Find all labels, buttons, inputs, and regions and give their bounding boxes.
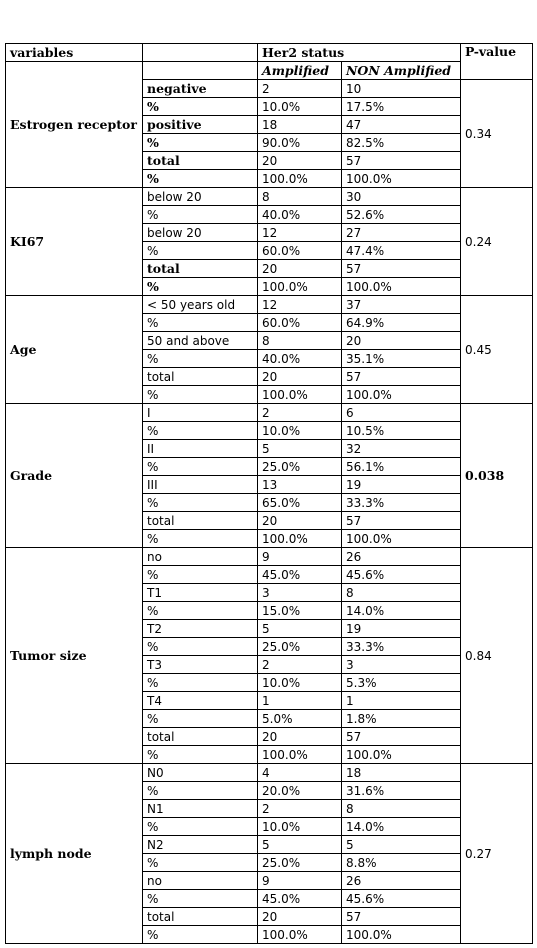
row-label: N2 — [143, 836, 258, 854]
amplified-value: 20 — [258, 728, 342, 746]
non-amplified-value: 57 — [342, 368, 461, 386]
table-row — [6, 296, 533, 314]
p-value: 0.27 — [461, 764, 533, 944]
amplified-value: 10.0% — [258, 674, 342, 692]
row-label: no — [143, 872, 258, 890]
amplified-value: 20 — [258, 152, 342, 170]
amplified-value: 65.0% — [258, 494, 342, 512]
non-amplified-value: 35.1% — [342, 350, 461, 368]
table-row — [6, 548, 533, 566]
amplified-value: 15.0% — [258, 602, 342, 620]
amplified-value: 100.0% — [258, 926, 342, 944]
non-amplified-value: 47 — [342, 116, 461, 134]
non-amplified-value: 33.3% — [342, 638, 461, 656]
amplified-value: 10.0% — [258, 98, 342, 116]
amplified-value: 100.0% — [258, 530, 342, 548]
amplified-value: 5 — [258, 620, 342, 638]
row-label: total — [143, 728, 258, 746]
row-label: positive — [143, 116, 258, 134]
row-label: T4 — [143, 692, 258, 710]
row-label: T3 — [143, 656, 258, 674]
non-amplified-value: 32 — [342, 440, 461, 458]
row-label: % — [143, 134, 258, 152]
row-label: % — [143, 890, 258, 908]
non-amplified-value: 26 — [342, 548, 461, 566]
header-row — [6, 44, 533, 62]
non-amplified-value: 82.5% — [342, 134, 461, 152]
amplified-value: 90.0% — [258, 134, 342, 152]
row-label: % — [143, 494, 258, 512]
non-amplified-value: 100.0% — [342, 170, 461, 188]
non-amplified-value: 57 — [342, 260, 461, 278]
non-amplified-value: 19 — [342, 476, 461, 494]
non-amplified-value: 10 — [342, 80, 461, 98]
group-name: Estrogen receptor — [6, 62, 143, 188]
group-name: Age — [6, 296, 143, 404]
non-amplified-value: 47.4% — [342, 242, 461, 260]
row-label: % — [143, 278, 258, 296]
non-amplified-value: 57 — [342, 512, 461, 530]
amplified-value: 100.0% — [258, 170, 342, 188]
amplified-value: 20 — [258, 908, 342, 926]
row-label: total — [143, 260, 258, 278]
non-amplified-value: 3 — [342, 656, 461, 674]
row-label: I — [143, 404, 258, 422]
non-amplified-value: 33.3% — [342, 494, 461, 512]
row-label: % — [143, 782, 258, 800]
non-amplified-value: 26 — [342, 872, 461, 890]
table-row — [6, 764, 533, 782]
non-amplified-value: 57 — [342, 908, 461, 926]
amplified-value: 8 — [258, 188, 342, 206]
non-amplified-value: 100.0% — [342, 926, 461, 944]
row-label: % — [143, 458, 258, 476]
non-amplified-value: 5.3% — [342, 674, 461, 692]
row-label: total — [143, 152, 258, 170]
amplified-value: 1 — [258, 692, 342, 710]
row-label: 50 and above — [143, 332, 258, 350]
amplified-value: 100.0% — [258, 746, 342, 764]
non-amplified-value: 100.0% — [342, 278, 461, 296]
non-amplified-value: 8 — [342, 800, 461, 818]
non-amplified-value: 64.9% — [342, 314, 461, 332]
non-amplified-value: 57 — [342, 728, 461, 746]
amplified-value: 20 — [258, 512, 342, 530]
group-name: Grade — [6, 404, 143, 548]
amplified-value: 100.0% — [258, 278, 342, 296]
non-amplified-value: 100.0% — [342, 386, 461, 404]
amplified-value: 40.0% — [258, 350, 342, 368]
row-label: % — [143, 170, 258, 188]
non-amplified-value: 27 — [342, 224, 461, 242]
non-amplified-value: 31.6% — [342, 782, 461, 800]
amplified-value: 5.0% — [258, 710, 342, 728]
non-amplified-value: 1.8% — [342, 710, 461, 728]
non-amplified-value: 45.6% — [342, 890, 461, 908]
row-label: % — [143, 638, 258, 656]
non-amplified-value: 14.0% — [342, 602, 461, 620]
p-value: 0.038 — [461, 404, 533, 548]
amplified-value: 2 — [258, 800, 342, 818]
header-empty — [143, 44, 258, 62]
amplified-value: 18 — [258, 116, 342, 134]
non-amplified-value: 6 — [342, 404, 461, 422]
amplified-value: 25.0% — [258, 638, 342, 656]
row-label: < 50 years old — [143, 296, 258, 314]
row-label: % — [143, 818, 258, 836]
row-label: total — [143, 908, 258, 926]
non-amplified-value: 19 — [342, 620, 461, 638]
non-amplified-value: 56.1% — [342, 458, 461, 476]
amplified-value: 60.0% — [258, 314, 342, 332]
row-label: below 20 — [143, 188, 258, 206]
amplified-value: 60.0% — [258, 242, 342, 260]
amplified-value: 13 — [258, 476, 342, 494]
amplified-value: 20.0% — [258, 782, 342, 800]
amplified-value: 25.0% — [258, 854, 342, 872]
p-value: 0.84 — [461, 548, 533, 764]
row-label: below 20 — [143, 224, 258, 242]
amplified-value: 5 — [258, 836, 342, 854]
row-label: % — [143, 854, 258, 872]
amplified-value: 9 — [258, 548, 342, 566]
row-label: N1 — [143, 800, 258, 818]
amplified-value: 2 — [258, 656, 342, 674]
row-label: % — [143, 710, 258, 728]
non-amplified-value: 18 — [342, 764, 461, 782]
row-label: % — [143, 566, 258, 584]
amplified-value: 40.0% — [258, 206, 342, 224]
non-amplified-value: 45.6% — [342, 566, 461, 584]
amplified-value: 25.0% — [258, 458, 342, 476]
group-name: lymph node — [6, 764, 143, 944]
row-label: total — [143, 512, 258, 530]
row-label: % — [143, 422, 258, 440]
group-name: KI67 — [6, 188, 143, 296]
non-amplified-value: 8 — [342, 584, 461, 602]
row-label: % — [143, 926, 258, 944]
row-label: % — [143, 242, 258, 260]
non-amplified-value: 5 — [342, 836, 461, 854]
row-label: total — [143, 368, 258, 386]
her2-statistics-table — [5, 43, 533, 944]
amplified-value: 12 — [258, 296, 342, 314]
p-value: 0.34 — [461, 80, 533, 188]
non-amplified-value: 30 — [342, 188, 461, 206]
row-label: % — [143, 602, 258, 620]
amplified-value: 20 — [258, 368, 342, 386]
non-amplified-value: 100.0% — [342, 530, 461, 548]
row-label: III — [143, 476, 258, 494]
row-label: % — [143, 746, 258, 764]
non-amplified-value: 10.5% — [342, 422, 461, 440]
non-amplified-value: 57 — [342, 152, 461, 170]
table-row — [6, 188, 533, 206]
row-label: % — [143, 314, 258, 332]
row-label: II — [143, 440, 258, 458]
non-amplified-value: 8.8% — [342, 854, 461, 872]
non-amplified-value: 52.6% — [342, 206, 461, 224]
p-value: 0.24 — [461, 188, 533, 296]
amplified-value: 100.0% — [258, 386, 342, 404]
non-amplified-value: 37 — [342, 296, 461, 314]
non-amplified-value: 20 — [342, 332, 461, 350]
row-label: T2 — [143, 620, 258, 638]
non-amplified-value: 1 — [342, 692, 461, 710]
amplified-value: 3 — [258, 584, 342, 602]
amplified-value: 45.0% — [258, 890, 342, 908]
row-label: % — [143, 350, 258, 368]
amplified-value: 4 — [258, 764, 342, 782]
amplified-value: 10.0% — [258, 422, 342, 440]
header-her2-status: Her2 status — [258, 44, 461, 62]
non-amplified-value: 14.0% — [342, 818, 461, 836]
amplified-value: 20 — [258, 260, 342, 278]
amplified-value: 12 — [258, 224, 342, 242]
row-label: % — [143, 98, 258, 116]
row-label: % — [143, 674, 258, 692]
header-pvalue: P-value — [461, 44, 533, 80]
subheader-row — [6, 62, 533, 80]
row-label: no — [143, 548, 258, 566]
p-value: 0.45 — [461, 296, 533, 404]
header-variables: variables — [6, 44, 143, 62]
amplified-value: 8 — [258, 332, 342, 350]
row-label: negative — [143, 80, 258, 98]
row-label: % — [143, 530, 258, 548]
amplified-value: 9 — [258, 872, 342, 890]
row-label: T1 — [143, 584, 258, 602]
amplified-value: 2 — [258, 404, 342, 422]
non-amplified-value: 17.5% — [342, 98, 461, 116]
amplified-value: 2 — [258, 80, 342, 98]
subheader-amplified: Amplified — [258, 62, 342, 80]
table-row — [6, 404, 533, 422]
row-label: % — [143, 206, 258, 224]
subheader-empty — [143, 62, 258, 80]
row-label: % — [143, 386, 258, 404]
row-label: N0 — [143, 764, 258, 782]
amplified-value: 10.0% — [258, 818, 342, 836]
amplified-value: 45.0% — [258, 566, 342, 584]
amplified-value: 5 — [258, 440, 342, 458]
group-name: Tumor size — [6, 548, 143, 764]
non-amplified-value: 100.0% — [342, 746, 461, 764]
subheader-non-amplified: NON Amplified — [342, 62, 461, 80]
